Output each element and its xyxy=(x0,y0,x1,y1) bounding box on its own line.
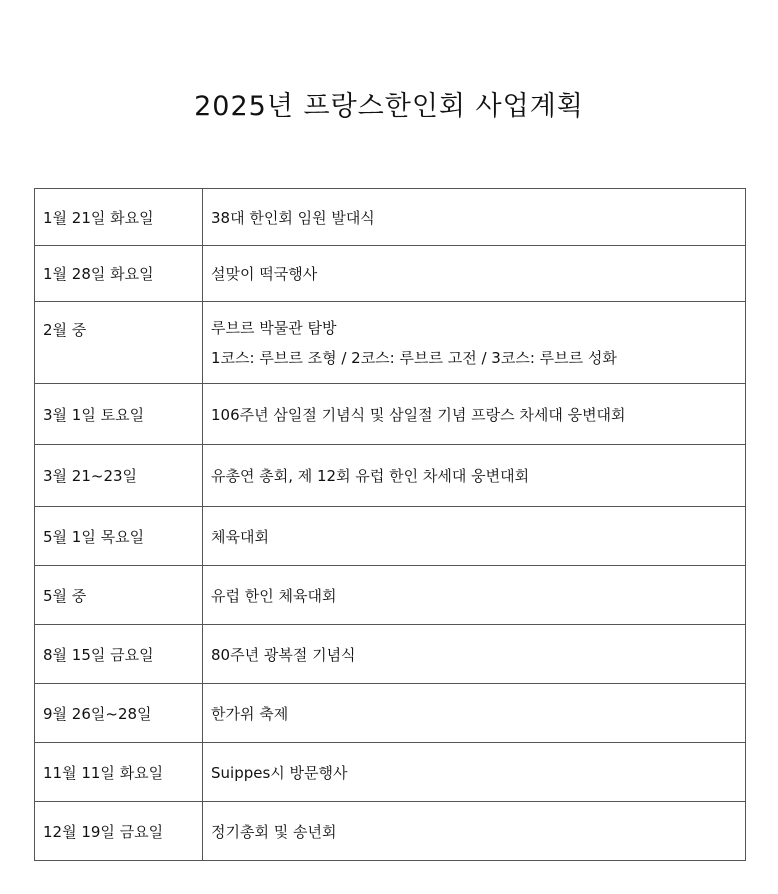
event-cell: 38대 한인회 임원 발대식 xyxy=(203,189,746,246)
event-cell: 체육대회 xyxy=(203,507,746,566)
event-title: 루브르 박물관 탐방 xyxy=(211,318,337,337)
date-cell: 5월 중 xyxy=(35,566,203,625)
table-row xyxy=(35,384,746,445)
event-cell: 설맞이 떡국행사 xyxy=(203,246,746,302)
table-row xyxy=(35,246,746,302)
date-cell: 12월 19일 금요일 xyxy=(35,802,203,861)
event-cell: 유럽 한인 체육대회 xyxy=(203,566,746,625)
event-cell xyxy=(203,302,746,384)
date-cell: 1월 28일 화요일 xyxy=(35,246,203,302)
date-cell: 9월 26일~28일 xyxy=(35,684,203,743)
table-row xyxy=(35,802,746,861)
date-cell: 3월 1일 토요일 xyxy=(35,384,203,445)
event-cell: 유총연 총회, 제 12회 유럽 한인 차세대 웅변대회 xyxy=(203,445,746,507)
event-cell: 한가위 축제 xyxy=(203,684,746,743)
event-cell: 정기총회 및 송년회 xyxy=(203,802,746,861)
table-row xyxy=(35,445,746,507)
table-row xyxy=(35,302,746,384)
date-cell: 3월 21~23일 xyxy=(35,445,203,507)
table-row xyxy=(35,684,746,743)
date-cell: 2월 중 xyxy=(35,302,203,384)
event-detail: 1코스: 루브르 조형 / 2코스: 루브르 고전 / 3코스: 루브르 성화 xyxy=(211,348,617,367)
table-row xyxy=(35,625,746,684)
table-row xyxy=(35,566,746,625)
event-cell: Suippes시 방문행사 xyxy=(203,743,746,802)
table-row xyxy=(35,189,746,246)
schedule-table xyxy=(34,188,746,861)
date-cell: 8월 15일 금요일 xyxy=(35,625,203,684)
event-cell: 106주년 삼일절 기념식 및 삼일절 기념 프랑스 차세대 웅변대회 xyxy=(203,384,746,445)
table-row xyxy=(35,743,746,802)
date-cell: 1월 21일 화요일 xyxy=(35,189,203,246)
date-cell: 11월 11일 화요일 xyxy=(35,743,203,802)
page-title: 2025년 프랑스한인회 사업계획 xyxy=(194,91,584,122)
date-cell: 5월 1일 목요일 xyxy=(35,507,203,566)
table-row xyxy=(35,507,746,566)
event-cell: 80주년 광복절 기념식 xyxy=(203,625,746,684)
